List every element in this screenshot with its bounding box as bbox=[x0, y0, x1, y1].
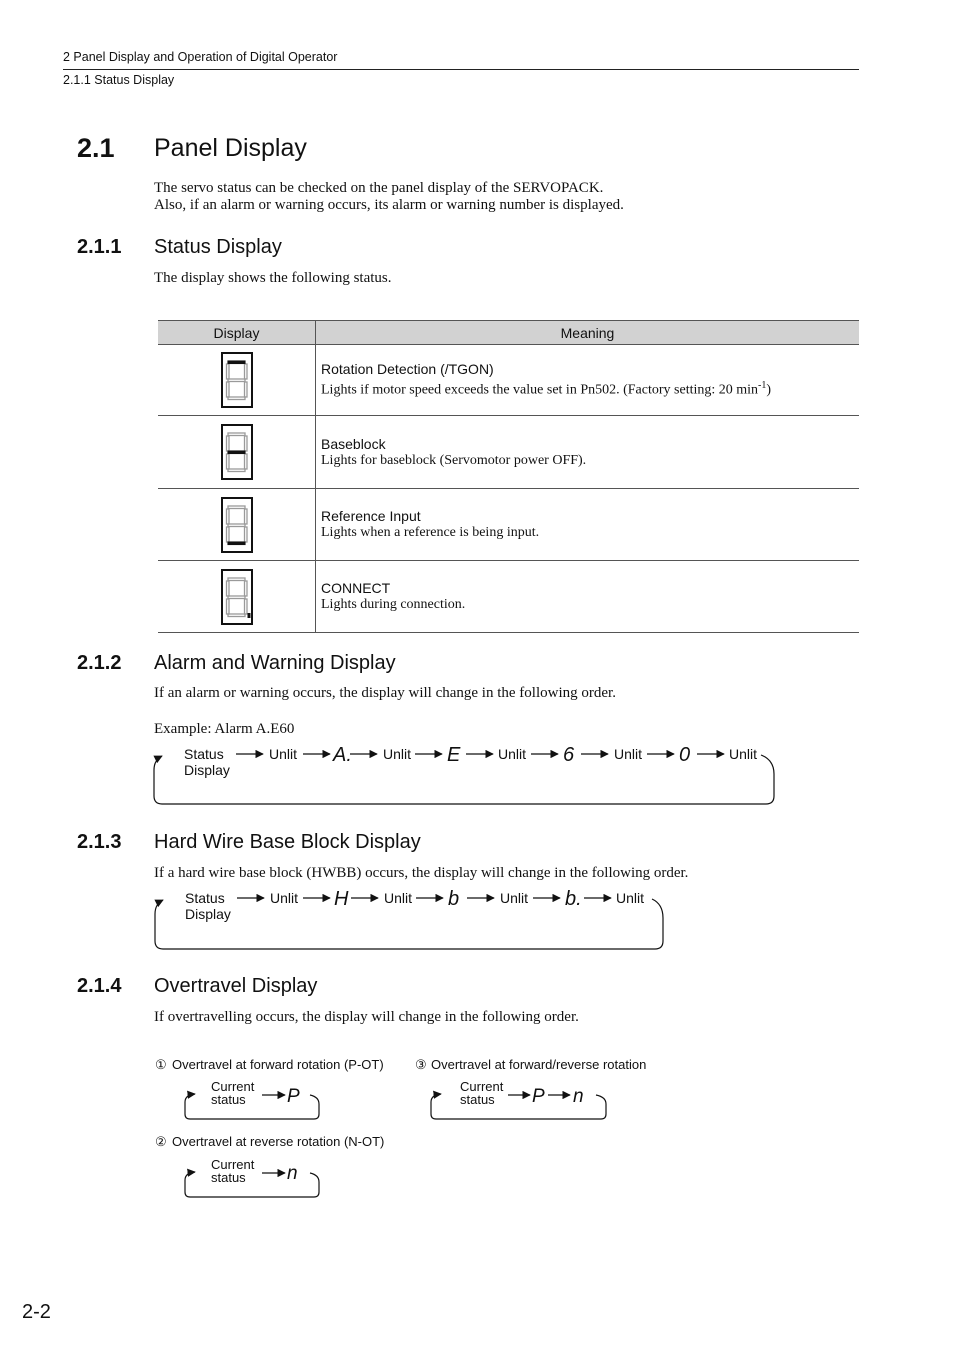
case-marker: ① bbox=[155, 1057, 167, 1072]
subsection-title: Alarm and Warning Display bbox=[154, 652, 396, 674]
status-title: Baseblock bbox=[321, 435, 386, 452]
case-label: Overtravel at forward/reverse rotation bbox=[431, 1057, 647, 1072]
code-h: H bbox=[334, 888, 349, 910]
intro-line-1: The servo status can be checked on the panel display of the SERVOPACK. bbox=[154, 180, 604, 196]
current-line1: Current bbox=[211, 1079, 255, 1094]
description-text: Lights if motor speed exceeds the value set in Pn502. (Factory setting: 20 min bbox=[321, 382, 759, 398]
subsection-title: Hard Wire Base Block Display bbox=[154, 831, 421, 853]
overtravel-intro: If overtravelling occurs, the display will change in the following order. bbox=[154, 1009, 579, 1025]
status-description: Lights during connection. bbox=[321, 597, 466, 612]
table-row bbox=[158, 345, 859, 416]
case-marker: ② bbox=[155, 1134, 167, 1149]
chapter-header: 2 Panel Display and Operation of Digital Operator bbox=[63, 50, 338, 64]
code-6: 6 bbox=[563, 744, 575, 766]
subsection-title: Status Display bbox=[154, 236, 282, 258]
code-a: A. bbox=[333, 744, 352, 766]
table-header-row bbox=[158, 321, 859, 345]
code-b-dot: b. bbox=[565, 888, 582, 910]
loop-arrow bbox=[185, 1172, 319, 1197]
status-table bbox=[158, 320, 859, 633]
status-title: Reference Input bbox=[321, 508, 421, 524]
subsection-number: 2.1.3 bbox=[77, 831, 122, 853]
alarm-example: Example: Alarm A.E60 bbox=[154, 721, 295, 737]
unlit-label: Unlit bbox=[500, 890, 529, 906]
code-p: P bbox=[287, 1086, 300, 1107]
status-description bbox=[321, 378, 859, 399]
case-marker: ③ bbox=[415, 1057, 427, 1072]
segment-dot-icon bbox=[221, 569, 253, 625]
current-line1: Current bbox=[460, 1079, 504, 1094]
start-label-line2: Display bbox=[184, 762, 230, 778]
section-number: 2.1 bbox=[77, 133, 115, 163]
subsection-number: 2.1.1 bbox=[77, 236, 122, 258]
description-end: ) bbox=[766, 382, 772, 398]
current-line2: status bbox=[211, 1092, 246, 1107]
unlit-label: Unlit bbox=[383, 746, 412, 762]
segment-bottom-bar-icon bbox=[221, 497, 253, 553]
section-header: 2.1.1 Status Display bbox=[63, 73, 175, 87]
superscript: -1 bbox=[758, 380, 767, 392]
overtravel-forward-diagram bbox=[150, 1052, 400, 1124]
unlit-label: Unlit bbox=[270, 890, 299, 906]
unlit-label: Unlit bbox=[729, 746, 758, 762]
loop-arrow bbox=[155, 899, 663, 949]
unlit-label: Unlit bbox=[616, 890, 645, 906]
segment-middle-bar-icon bbox=[221, 424, 253, 480]
unlit-label: Unlit bbox=[614, 746, 643, 762]
start-label-line1: Status bbox=[184, 746, 224, 762]
column-header-meaning: Meaning bbox=[316, 321, 860, 345]
code-n: n bbox=[573, 1086, 584, 1107]
current-line1: Current bbox=[211, 1157, 255, 1172]
start-label-line2: Display bbox=[185, 906, 231, 922]
code-n: n bbox=[287, 1163, 298, 1184]
table-row bbox=[158, 416, 859, 489]
column-header-display: Display bbox=[158, 321, 316, 345]
unlit-label: Unlit bbox=[384, 890, 413, 906]
code-e: E bbox=[447, 744, 461, 766]
overtravel-reverse-diagram bbox=[150, 1129, 400, 1201]
unlit-label: Unlit bbox=[498, 746, 527, 762]
overtravel-both-diagram bbox=[410, 1052, 660, 1124]
alarm-intro: If an alarm or warning occurs, the display will change in the following order. bbox=[154, 685, 616, 701]
table-row bbox=[158, 489, 859, 561]
subsection-number: 2.1.2 bbox=[77, 652, 122, 674]
case-label: Overtravel at reverse rotation (N-OT) bbox=[172, 1134, 385, 1149]
alarm-flow-diagram bbox=[150, 740, 780, 810]
subsection-number: 2.1.4 bbox=[77, 975, 122, 997]
hwbb-intro: If a hard wire base block (HWBB) occurs, the display will change in the following order. bbox=[154, 865, 689, 881]
current-line2: status bbox=[211, 1170, 246, 1185]
current-line2: status bbox=[460, 1092, 495, 1107]
page-number: 2-2 bbox=[22, 1301, 51, 1323]
intro-line-2: Also, if an alarm or warning occurs, its alarm or warning number is displayed. bbox=[154, 197, 624, 213]
code-b: b bbox=[448, 888, 460, 910]
status-description: Lights when a reference is being input. bbox=[321, 525, 540, 540]
table-row bbox=[158, 561, 859, 633]
status-title: Rotation Detection (/TGON) bbox=[321, 361, 494, 378]
code-0: 0 bbox=[679, 744, 691, 766]
page-title: Panel Display bbox=[154, 134, 307, 162]
hwbb-flow-diagram bbox=[150, 884, 670, 954]
unlit-label: Unlit bbox=[269, 746, 298, 762]
header-rule bbox=[63, 69, 859, 70]
status-title: CONNECT bbox=[321, 580, 391, 596]
start-label-line1: Status bbox=[185, 890, 225, 906]
code-p: P bbox=[532, 1086, 545, 1107]
status-intro: The display shows the following status. bbox=[154, 270, 392, 286]
segment-top-bar-icon bbox=[221, 352, 253, 408]
subsection-title: Overtravel Display bbox=[154, 975, 318, 997]
status-description: Lights for baseblock (Servomotor power OFF). bbox=[321, 452, 587, 468]
case-label: Overtravel at forward rotation (P-OT) bbox=[172, 1057, 384, 1072]
